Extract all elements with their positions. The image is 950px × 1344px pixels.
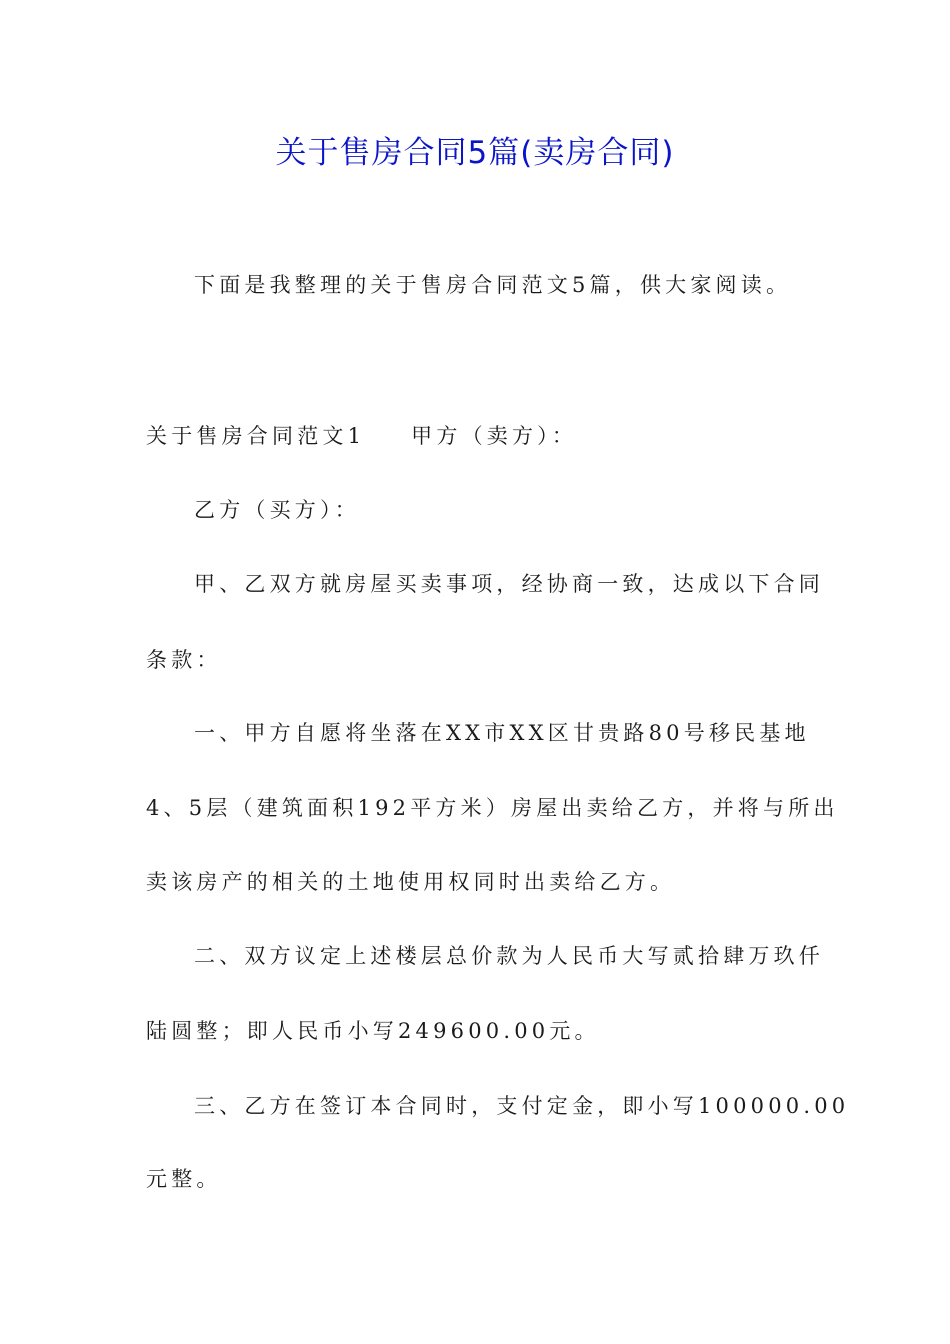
paragraph-line: 卖该房产的相关的土地使用权同时出卖给乙方。	[146, 870, 676, 894]
party-b-label: 乙方（买方）：	[194, 498, 360, 522]
paragraph-line: 元整。	[146, 1167, 222, 1191]
paragraph-line: 二、双方议定上述楼层总价款为人民币大写贰拾肆万玖仟	[194, 944, 824, 968]
paragraph-line: 条款：	[146, 648, 222, 672]
document-title: 关于售房合同5篇(卖房合同)	[275, 135, 675, 171]
paragraph-line: 陆圆整；即人民币小写249600.00元。	[146, 1019, 600, 1043]
section-heading-row	[146, 421, 577, 451]
paragraph-line: 甲、乙双方就房屋买卖事项，经协商一致，达成以下合同	[194, 572, 824, 596]
party-a-label: 甲方（卖方）：	[411, 424, 578, 448]
paragraph-line: 一、甲方自愿将坐落在XX市XX区甘贵路80号移民基地	[194, 721, 810, 745]
section-heading: 关于售房合同范文1	[146, 424, 366, 448]
paragraph-line: 4、5层（建筑面积192平方米）房屋出卖给乙方，并将与所出	[146, 796, 839, 820]
paragraph-line: 三、乙方在签订本合同时，支付定金，即小写100000.00	[194, 1094, 850, 1118]
intro-paragraph: 下面是我整理的关于售房合同范文5篇，供大家阅读。	[194, 273, 792, 297]
